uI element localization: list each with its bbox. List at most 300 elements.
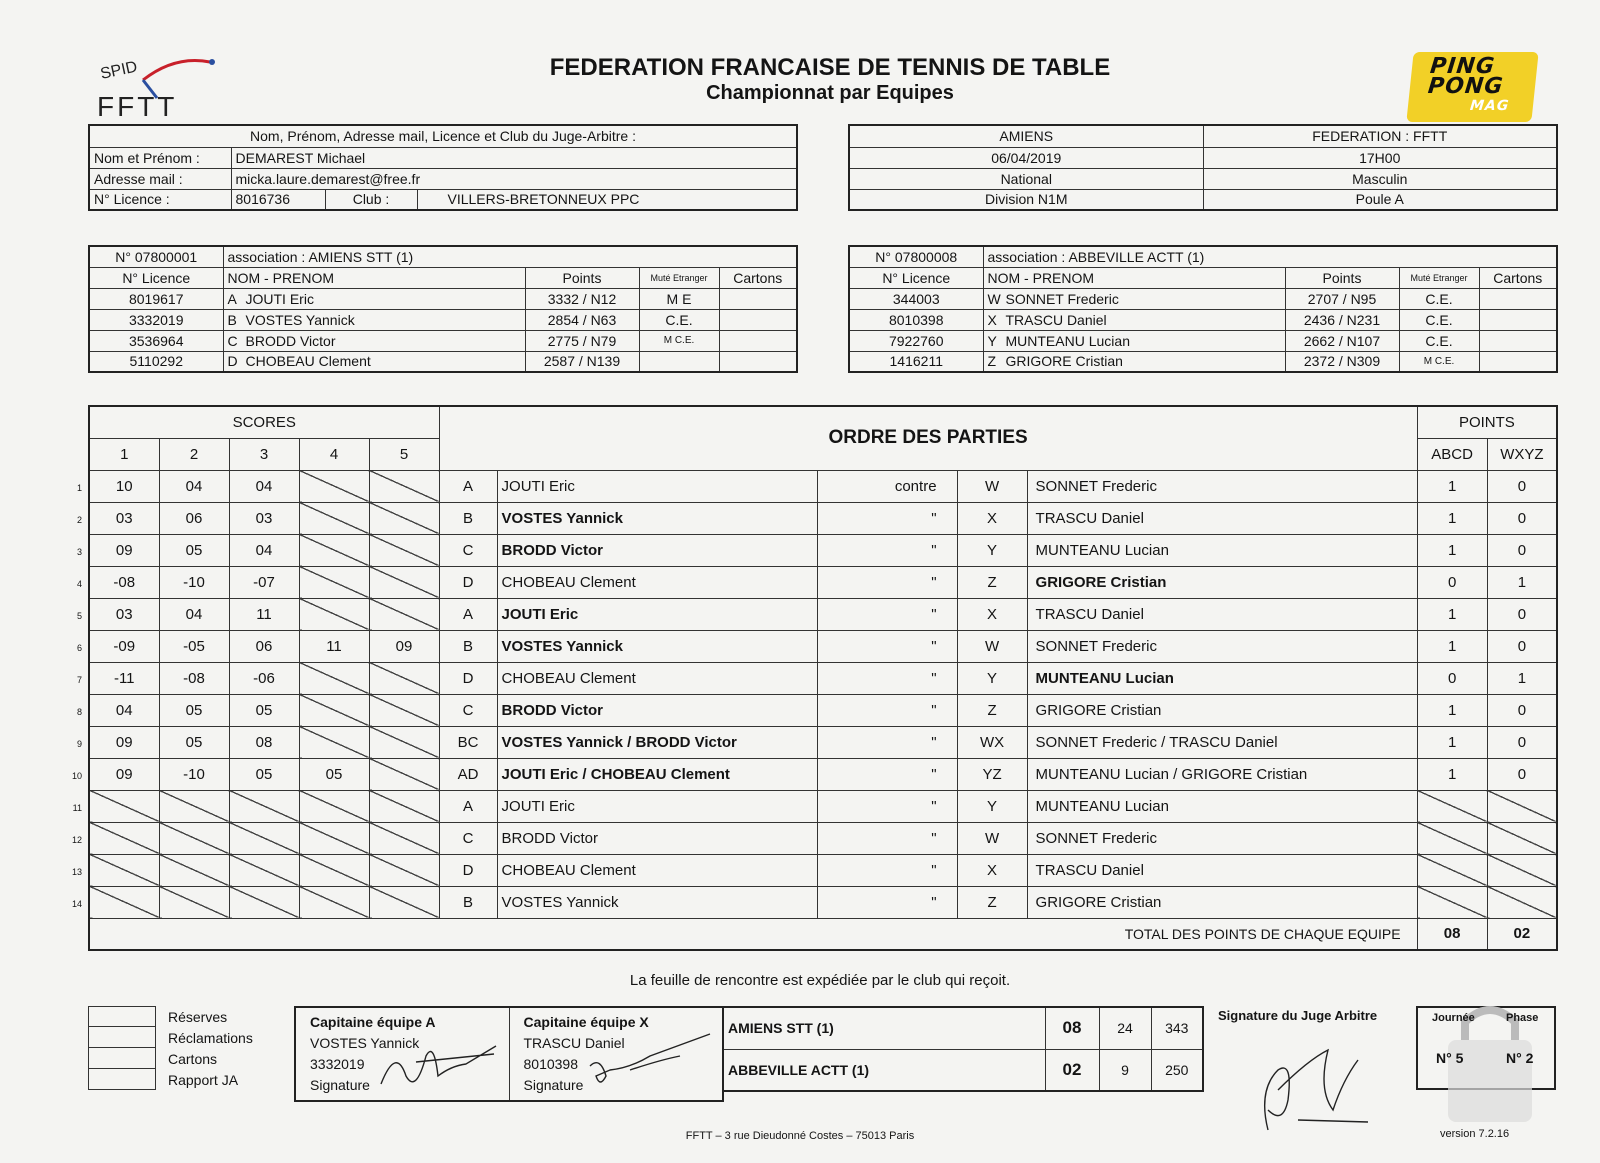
set-2-score: 05 (159, 726, 229, 758)
referee-club-value: VILLERS-BRETONNEUX PPC (417, 189, 797, 210)
versus-mark: " (817, 598, 957, 630)
versus-mark: " (817, 758, 957, 790)
referee-mail-label: Adresse mail : (89, 168, 231, 189)
player-a-letter: BC (439, 726, 497, 758)
match-row (89, 886, 1557, 918)
points-wxyz (1487, 854, 1557, 886)
player-a-name: CHOBEAU Clement (497, 566, 817, 598)
set-5-score (369, 502, 439, 534)
team-a-col-licence: N° Licence (89, 267, 223, 288)
player-x-letter: Y (957, 534, 1027, 566)
referee-table (88, 124, 798, 211)
player-name-cell (983, 288, 1285, 309)
player-name-cell (983, 330, 1285, 351)
match-row (89, 694, 1557, 726)
version-label: version 7.2.16 (1440, 1128, 1510, 1140)
player-cartons (719, 330, 797, 351)
set-5-score (369, 694, 439, 726)
player-a-name: BRODD Victor (497, 694, 817, 726)
referee-name-label: Nom et Prénom : (89, 147, 231, 168)
player-name-cell (223, 309, 525, 330)
player-a-letter: C (439, 534, 497, 566)
player-name: TRASCU Daniel (1005, 311, 1107, 328)
player-x-name: TRASCU Daniel (1027, 502, 1417, 534)
player-a-name: JOUTI Eric (497, 598, 817, 630)
set-4-score (299, 854, 369, 886)
referee-licence-value: 8016736 (231, 189, 325, 210)
player-a-name: BRODD Victor (497, 534, 817, 566)
result-a-sets: 24 (1099, 1007, 1151, 1049)
team-a-players (89, 288, 797, 372)
versus-mark: " (817, 662, 957, 694)
set-1-score: 10 (89, 470, 159, 502)
team-x-table (848, 245, 1558, 373)
check-label: Réserves (168, 1008, 228, 1025)
points-abcd: 1 (1417, 758, 1487, 790)
captains-table (294, 1006, 724, 1102)
result-a-team: AMIENS STT (1) (723, 1007, 1045, 1049)
team-a-number: N° 07800001 (89, 246, 223, 267)
team-x-association: association : ABBEVILLE ACTT (1) (983, 246, 1557, 267)
set-2-score: -10 (159, 566, 229, 598)
versus-mark: " (817, 854, 957, 886)
player-mute: C.E. (1399, 288, 1479, 309)
event-date: 06/04/2019 (849, 147, 1203, 168)
versus-mark: " (817, 726, 957, 758)
check-box[interactable] (88, 1027, 156, 1048)
points-header: POINTS (1417, 406, 1557, 438)
match-row (89, 726, 1557, 758)
row-number: 14 (71, 899, 82, 909)
player-a-letter: D (439, 854, 497, 886)
set-4-score (299, 534, 369, 566)
player-x-letter: Y (957, 790, 1027, 822)
journee-label: Journée (1432, 1012, 1475, 1024)
player-x-name: GRIGORE Cristian (1027, 694, 1417, 726)
set-4-score (299, 598, 369, 630)
row-number: 3 (76, 547, 82, 557)
points-wxyz: 0 (1487, 470, 1557, 502)
set-3-score: -07 (229, 566, 299, 598)
points-wxyz: 0 (1487, 598, 1557, 630)
check-label: Réclamations (168, 1029, 253, 1046)
player-x-letter: X (957, 598, 1027, 630)
event-table (848, 124, 1558, 211)
player-x-name: MUNTEANU Lucian (1027, 662, 1417, 694)
player-x-name: GRIGORE Cristian (1027, 566, 1417, 598)
team-x-col-name: NOM - PRENOM (983, 267, 1285, 288)
set-3-score (229, 790, 299, 822)
versus-mark: " (817, 694, 957, 726)
player-name: MUNTEANU Lucian (1005, 332, 1130, 349)
team-x-players (849, 288, 1557, 372)
phase-value: N° 2 (1506, 1050, 1534, 1066)
set-3-score (229, 822, 299, 854)
player-licence: 3536964 (89, 330, 223, 351)
set-5-score (369, 662, 439, 694)
player-a-name: VOSTES Yannick / BRODD Victor (497, 726, 817, 758)
set-3-score: 04 (229, 534, 299, 566)
set-5-score (369, 822, 439, 854)
captain-a-name: VOSTES Yannick (310, 1035, 420, 1051)
player-points: 3332 / N12 (525, 288, 639, 309)
player-x-letter: W (957, 470, 1027, 502)
set-3-score: -06 (229, 662, 299, 694)
check-list (88, 1006, 288, 1090)
event-poule: Poule A (1203, 189, 1557, 210)
player-a-name: JOUTI Eric (497, 790, 817, 822)
player-row (89, 309, 797, 330)
points-abcd: 1 (1417, 726, 1487, 758)
logo-pong: PONG (1426, 74, 1505, 99)
event-level: National (849, 168, 1203, 189)
player-a-letter: D (439, 662, 497, 694)
player-x-name: MUNTEANU Lucian (1027, 790, 1417, 822)
set-4-score (299, 886, 369, 918)
player-name: BRODD Victor (245, 332, 336, 349)
row-number: 12 (71, 835, 82, 845)
set-1-score: -08 (89, 566, 159, 598)
points-abcd (1417, 790, 1487, 822)
set-5-score: 09 (369, 630, 439, 662)
player-letter: X (987, 311, 997, 328)
logo-ping: PING (1428, 54, 1497, 79)
row-number: 4 (76, 579, 82, 589)
set-5-score (369, 470, 439, 502)
points-abcd: 0 (1417, 566, 1487, 598)
set-2-score: 04 (159, 470, 229, 502)
player-letter: A (227, 290, 237, 307)
team-x-col-points: Points (1285, 267, 1399, 288)
referee-heading: Nom, Prénom, Adresse mail, Licence et Club du Juge-Arbitre : (89, 125, 797, 147)
match-row (89, 502, 1557, 534)
player-a-name: BRODD Victor (497, 822, 817, 854)
shipping-note: La feuille de rencontre est expédiée par le club qui reçoit. (629, 972, 1011, 989)
check-box[interactable] (88, 1069, 156, 1090)
row-number: 8 (76, 707, 82, 717)
player-a-name: CHOBEAU Clement (497, 662, 817, 694)
set-4-score (299, 566, 369, 598)
match-row (89, 470, 1557, 502)
referee-mail-value: micka.laure.demarest@free.fr (231, 168, 797, 189)
set-1-score: -09 (89, 630, 159, 662)
points-wxyz: 0 (1487, 758, 1557, 790)
journee-value: N° 5 (1436, 1050, 1464, 1066)
player-points: 2662 / N107 (1285, 330, 1399, 351)
player-a-name: VOSTES Yannick (497, 502, 817, 534)
set-5-score (369, 886, 439, 918)
versus-mark: " (817, 790, 957, 822)
player-a-name: JOUTI Eric (497, 470, 817, 502)
row-number: 13 (71, 867, 82, 877)
set-3-score: 08 (229, 726, 299, 758)
player-letter: W (987, 290, 1001, 307)
points-abcd (1417, 886, 1487, 918)
player-x-name: SONNET Frederic / TRASCU Daniel (1027, 726, 1417, 758)
player-x-name: SONNET Frederic (1027, 630, 1417, 662)
points-abcd: 1 (1417, 598, 1487, 630)
set-3-score: 03 (229, 502, 299, 534)
player-licence: 8019617 (89, 288, 223, 309)
set-4-score (299, 470, 369, 502)
journee-phase-box (1416, 1006, 1556, 1090)
set-5-score (369, 726, 439, 758)
player-name: SONNET Frederic (1005, 290, 1119, 307)
player-name: CHOBEAU Clement (245, 353, 371, 370)
player-licence: 7922760 (849, 330, 983, 351)
captain-a-licence: 3332019 (310, 1056, 365, 1072)
set-1-score (89, 886, 159, 918)
row-number: 6 (76, 643, 82, 653)
player-a-name: CHOBEAU Clement (497, 854, 817, 886)
player-a-letter: D (439, 566, 497, 598)
points-abcd (1417, 822, 1487, 854)
player-x-letter: W (957, 630, 1027, 662)
set-5-header: 5 (369, 438, 439, 470)
player-x-name: GRIGORE Cristian (1027, 886, 1417, 918)
player-name: VOSTES Yannick (245, 311, 355, 328)
player-cartons (1479, 309, 1557, 330)
result-a-balls: 343 (1151, 1007, 1203, 1049)
captain-a-signature-label: Signature (310, 1077, 370, 1093)
player-name-cell (223, 351, 525, 372)
player-x-letter: Z (957, 886, 1027, 918)
result-x-balls: 250 (1151, 1049, 1203, 1091)
team-x-col-cartons: Cartons (1479, 267, 1557, 288)
player-letter: C (227, 332, 238, 349)
versus-mark: contre (817, 470, 957, 502)
player-name: GRIGORE Cristian (1005, 353, 1123, 370)
player-name: JOUTI Eric (245, 290, 314, 307)
team-x-number: N° 07800008 (849, 246, 983, 267)
player-name-cell (223, 288, 525, 309)
points-abcd: 1 (1417, 470, 1487, 502)
set-5-score (369, 534, 439, 566)
event-city: AMIENS (849, 125, 1203, 147)
player-licence: 8010398 (849, 309, 983, 330)
set-3-score: 06 (229, 630, 299, 662)
player-cartons (1479, 330, 1557, 351)
team-x-col-licence: N° Licence (849, 267, 983, 288)
event-gender: Masculin (1203, 168, 1557, 189)
ping-pong-mag-logo (1406, 52, 1538, 122)
player-a-letter: B (439, 502, 497, 534)
captain-x-cell (509, 1007, 723, 1101)
player-letter: Z (987, 353, 997, 370)
event-division: Division N1M (849, 189, 1203, 210)
abcd-header: ABCD (1417, 438, 1487, 470)
referee-name-value: DEMAREST Michael (231, 147, 797, 168)
player-a-name: JOUTI Eric / CHOBEAU Clement (497, 758, 817, 790)
set-5-score (369, 758, 439, 790)
set-3-header: 3 (229, 438, 299, 470)
total-label: TOTAL DES POINTS DE CHAQUE EQUIPE (89, 918, 1417, 950)
match-row (89, 854, 1557, 886)
player-x-name: TRASCU Daniel (1027, 854, 1417, 886)
event-time: 17H00 (1203, 147, 1557, 168)
player-cartons (719, 351, 797, 372)
team-a-col-cartons: Cartons (719, 267, 797, 288)
set-3-score (229, 854, 299, 886)
fftt-logo (95, 50, 225, 120)
order-header: ORDRE DES PARTIES (439, 406, 1417, 470)
player-row (849, 330, 1557, 351)
player-name-cell (983, 351, 1285, 372)
set-3-score: 11 (229, 598, 299, 630)
set-3-score: 05 (229, 758, 299, 790)
row-number: 2 (76, 515, 82, 525)
player-row (89, 330, 797, 351)
captain-x-title: Capitaine équipe X (523, 1014, 649, 1030)
set-1-header: 1 (89, 438, 159, 470)
match-row (89, 534, 1557, 566)
captain-a-cell (295, 1007, 509, 1101)
wxyz-header: WXYZ (1487, 438, 1557, 470)
referee-club-label: Club : (325, 189, 417, 210)
player-points: 2707 / N95 (1285, 288, 1399, 309)
set-2-score: -08 (159, 662, 229, 694)
total-a: 08 (1417, 918, 1487, 950)
points-wxyz: 1 (1487, 566, 1557, 598)
set-2-score: 04 (159, 598, 229, 630)
set-2-score (159, 790, 229, 822)
team-a-col-name: NOM - PRENOM (223, 267, 525, 288)
player-x-name: TRASCU Daniel (1027, 598, 1417, 630)
set-5-score (369, 790, 439, 822)
result-x-sets: 9 (1099, 1049, 1151, 1091)
player-a-name: VOSTES Yannick (497, 630, 817, 662)
footer-address: FFTT – 3 rue Dieudonné Costes – 75013 Paris (685, 1130, 915, 1142)
player-x-letter: Z (957, 694, 1027, 726)
player-letter: B (227, 311, 237, 328)
points-abcd: 1 (1417, 694, 1487, 726)
check-label: Cartons (168, 1050, 218, 1067)
result-x-team: ABBEVILLE ACTT (1) (723, 1049, 1045, 1091)
player-x-letter: W (957, 822, 1027, 854)
check-box[interactable] (88, 1048, 156, 1069)
result-a-points: 08 (1045, 1007, 1099, 1049)
set-3-score (229, 886, 299, 918)
set-2-score (159, 822, 229, 854)
scores-table (88, 405, 1558, 951)
set-2-score (159, 854, 229, 886)
set-4-score (299, 662, 369, 694)
player-x-name: MUNTEANU Lucian / GRIGORE Cristian (1027, 758, 1417, 790)
player-a-letter: A (439, 790, 497, 822)
points-wxyz: 0 (1487, 502, 1557, 534)
set-4-header: 4 (299, 438, 369, 470)
set-1-score: 09 (89, 758, 159, 790)
player-mute: C.E. (1399, 330, 1479, 351)
team-a-table (88, 245, 798, 373)
points-wxyz: 0 (1487, 534, 1557, 566)
svg-text:SPID: SPID (98, 58, 139, 83)
player-x-letter: Z (957, 566, 1027, 598)
results-table (722, 1006, 1204, 1092)
set-1-score (89, 790, 159, 822)
row-number: 10 (71, 771, 82, 781)
set-2-score: -10 (159, 758, 229, 790)
team-x-col-mute: Muté Etranger (1399, 267, 1479, 288)
set-1-score: 04 (89, 694, 159, 726)
player-mute: M C.E. (1399, 351, 1479, 372)
row-number: 7 (76, 675, 82, 685)
player-licence: 344003 (849, 288, 983, 309)
player-cartons (1479, 288, 1557, 309)
match-row (89, 822, 1557, 854)
set-4-score (299, 726, 369, 758)
set-5-score (369, 598, 439, 630)
captain-x-signature (570, 1026, 720, 1092)
player-x-letter: WX (957, 726, 1027, 758)
set-4-score: 11 (299, 630, 369, 662)
player-x-name: MUNTEANU Lucian (1027, 534, 1417, 566)
player-mute: C.E. (639, 309, 719, 330)
player-a-letter: A (439, 598, 497, 630)
player-row (849, 309, 1557, 330)
set-5-score (369, 566, 439, 598)
judge-signature-label: Signature du Juge Arbitre (1218, 1008, 1378, 1023)
match-row (89, 758, 1557, 790)
player-x-letter: YZ (957, 758, 1027, 790)
match-row (89, 790, 1557, 822)
player-letter: D (227, 353, 238, 370)
scores-rows (89, 470, 1557, 918)
set-2-header: 2 (159, 438, 229, 470)
player-row (89, 288, 797, 309)
player-mute (639, 351, 719, 372)
check-row (88, 1069, 288, 1090)
set-3-score: 05 (229, 694, 299, 726)
phase-label: Phase (1506, 1012, 1539, 1024)
set-2-score: 05 (159, 694, 229, 726)
check-label: Rapport JA (168, 1071, 239, 1088)
player-mute: C.E. (1399, 309, 1479, 330)
judge-signature (1238, 1030, 1378, 1140)
player-licence: 1416211 (849, 351, 983, 372)
player-cartons (719, 288, 797, 309)
player-a-name: VOSTES Yannick (497, 886, 817, 918)
player-a-letter: C (439, 822, 497, 854)
row-number: 11 (72, 803, 82, 813)
set-1-score: -11 (89, 662, 159, 694)
check-row (88, 1048, 288, 1069)
player-a-letter: B (439, 886, 497, 918)
player-name-cell (223, 330, 525, 351)
match-row (89, 566, 1557, 598)
player-x-letter: Y (957, 662, 1027, 694)
captain-x-name: TRASCU Daniel (523, 1035, 625, 1051)
scores-header: SCORES (89, 406, 439, 438)
set-1-score (89, 854, 159, 886)
check-box[interactable] (88, 1006, 156, 1027)
row-number: 5 (76, 611, 82, 621)
player-x-letter: X (957, 854, 1027, 886)
versus-mark: " (817, 534, 957, 566)
versus-mark: " (817, 886, 957, 918)
event-federation: FEDERATION : FFTT (1203, 125, 1557, 147)
player-row (849, 351, 1557, 372)
referee-licence-label: N° Licence : (89, 189, 231, 210)
set-4-score (299, 502, 369, 534)
set-3-score: 04 (229, 470, 299, 502)
captain-a-title: Capitaine équipe A (310, 1014, 436, 1030)
set-4-score (299, 822, 369, 854)
player-x-letter: X (957, 502, 1027, 534)
captain-a-signature (376, 1036, 506, 1092)
points-abcd: 1 (1417, 534, 1487, 566)
page-subtitle: Championnat par Equipes (706, 82, 954, 104)
